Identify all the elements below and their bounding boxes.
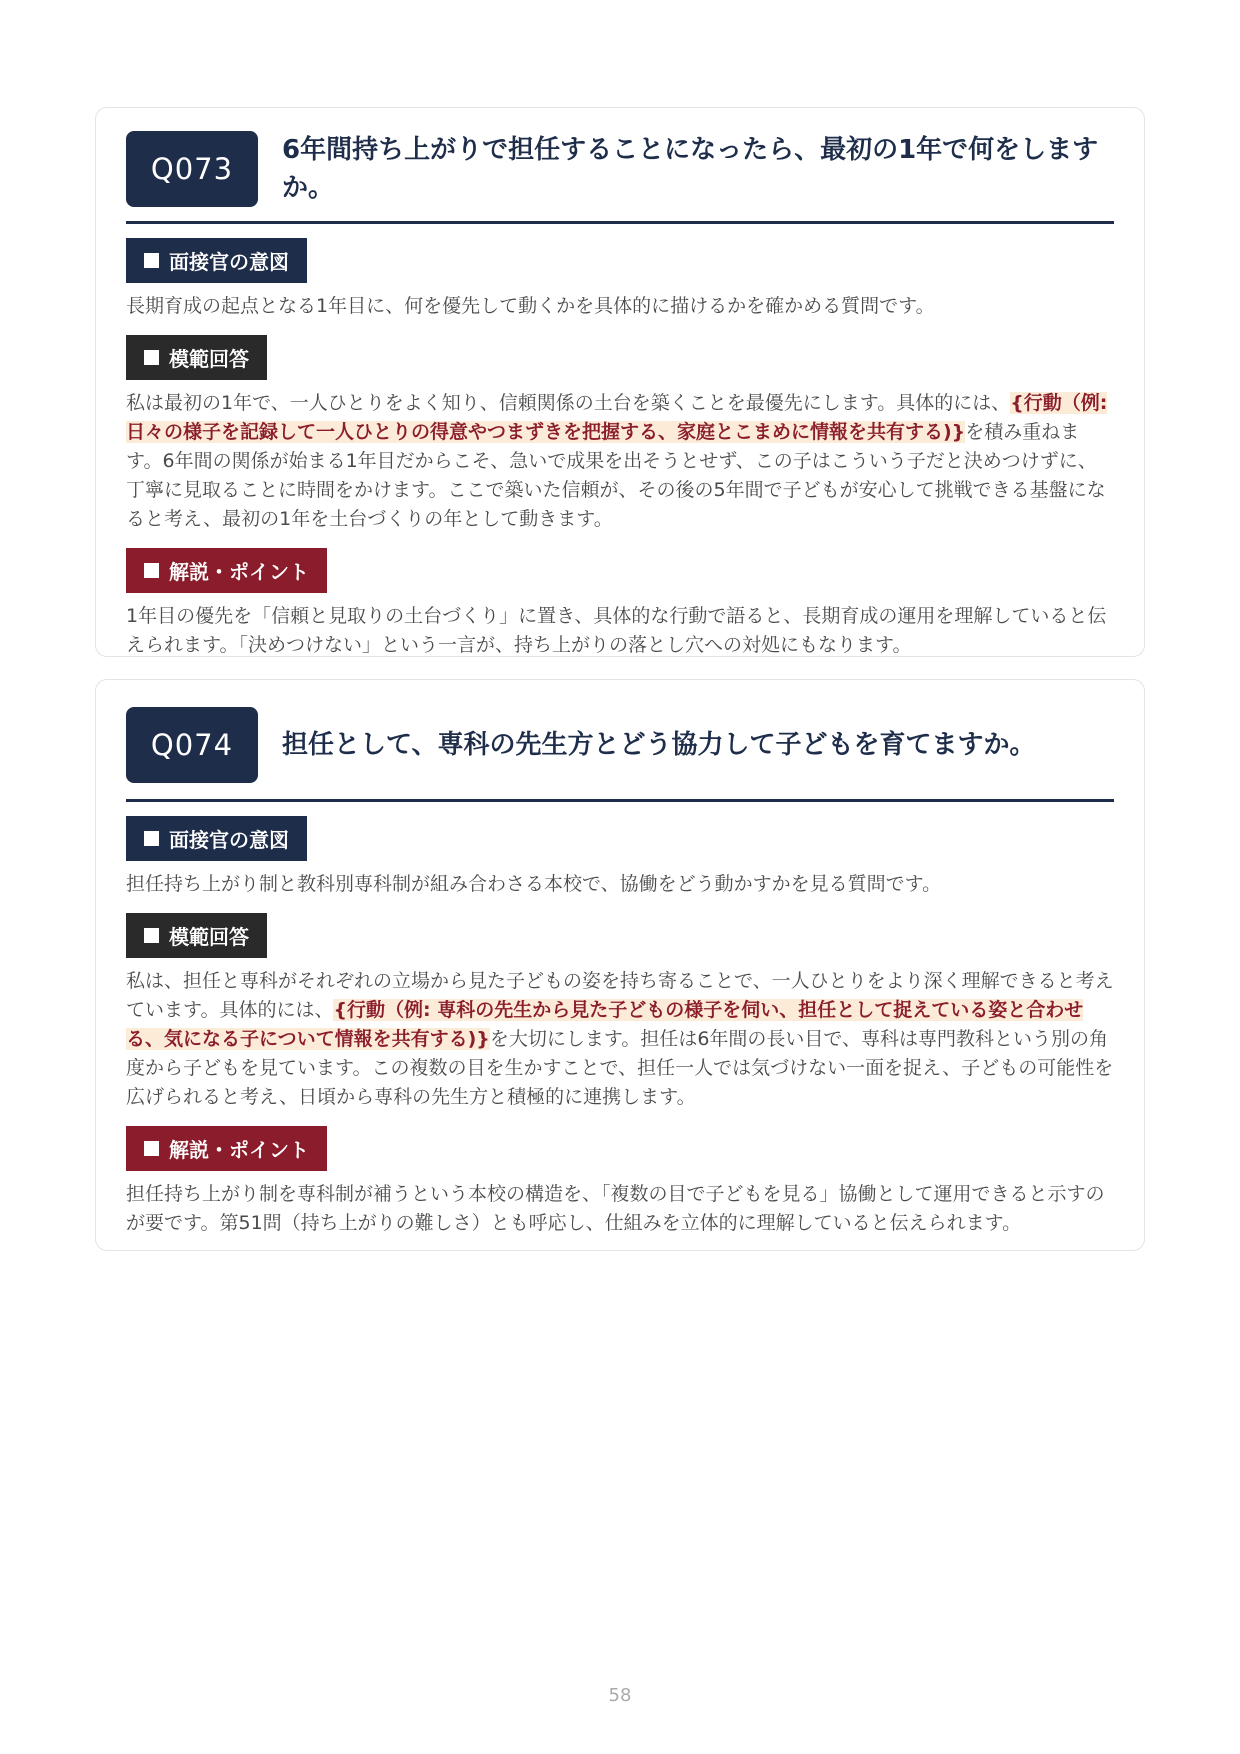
question-number-badge: Q073 <box>126 131 258 207</box>
model-answer-section <box>126 913 1114 1112</box>
commentary-text: 1年目の優先を「信頼と見取りの土台づくり」に置き、具体的な行動で語ると、長期育成の運用を理解していると伝えられます。「決めつけない」という一言が、持ち上がりの落とし穴への対処にもなります。 <box>126 605 1107 656</box>
commentary-text: 担任持ち上がり制を専科制が補うという本校の構造を、「複数の目で子どもを見る」協働として運用できると示すのが要です。第51問（持ち上がりの難しさ）とも呼応し、仕組みを立体的に理解していると伝えられます。 <box>126 1183 1105 1234</box>
page-number: 58 <box>608 1685 632 1706</box>
question-card <box>95 107 1145 657</box>
intent-section <box>126 816 1114 899</box>
question-header <box>126 698 1114 802</box>
question-title: 担任として、専科の先生方とどう協力して子どもを育てますか。 <box>282 729 1036 760</box>
model-answer-text <box>126 967 1114 1112</box>
intent-section <box>126 238 1114 321</box>
model-answer-label <box>126 335 267 380</box>
question-header <box>126 126 1114 224</box>
square-bullet-icon <box>144 831 159 846</box>
question-title: 6年間持ち上がりで担任することになったら、最初の1年で何をしますか。 <box>282 134 1099 203</box>
square-bullet-icon <box>144 350 159 365</box>
intent-label <box>126 238 307 283</box>
answer-highlight: {行動（例: 日々の様子を記録して一人ひとりの得意やつまずきを把握する、家庭とこまめに情報を共有する)} <box>126 392 1108 443</box>
model-answer-label-text: 模範回答 <box>169 925 249 949</box>
commentary-label <box>126 1126 327 1171</box>
intent-text: 長期育成の起点となる1年目に、何を優先して動くかを具体的に描けるかを確かめる質問です。 <box>126 295 935 317</box>
intent-text: 担任持ち上がり制と教科別専科制が組み合わさる本校で、協働をどう動かすかを見る質問です。 <box>126 873 942 895</box>
model-answer-label <box>126 913 267 958</box>
square-bullet-icon <box>144 928 159 943</box>
commentary-label-text: 解説・ポイント <box>169 560 309 584</box>
model-answer-label-text: 模範回答 <box>169 347 249 371</box>
commentary-label-text: 解説・ポイント <box>169 1138 309 1162</box>
model-answer-text <box>126 389 1114 534</box>
question-card <box>95 679 1145 1251</box>
answer-text-after: を大切にします。担任は6年間の長い目で、専科は専門教科という別の角度から子どもを見ています。この複数の目を生かすことで、担任一人では気づけない一面を捉え、子どもの可能性を広げられると考え、日頃から専科の先生方と積極的に連携します。 <box>126 1028 1114 1108</box>
square-bullet-icon <box>144 563 159 578</box>
commentary-label <box>126 548 327 593</box>
answer-text-before: 私は、担任と専科がそれぞれの立場から見た子どもの姿を持ち寄ることで、一人ひとりをより深く理解できると考えています。具体的には、 <box>126 970 1114 1021</box>
commentary-section <box>126 1126 1114 1238</box>
intent-label <box>126 816 307 861</box>
intent-label-text: 面接官の意図 <box>169 828 289 852</box>
question-number-badge: Q074 <box>126 707 258 783</box>
model-answer-section <box>126 335 1114 534</box>
answer-text-before: 私は最初の1年で、一人ひとりをよく知り、信頼関係の土台を築くことを最優先にします。具体的には、 <box>126 392 1011 414</box>
square-bullet-icon <box>144 1141 159 1156</box>
answer-text-after: を積み重ねます。6年間の関係が始まる1年目だからこそ、急いで成果を出そうとせず、この子はこういう子だと決めつけずに、丁寧に見取ることに時間をかけます。ここで築いた信頼が、その後の5年間で子どもが安心して挑戦できる基盤になると考え、最初の1年を土台づくりの年として動きます。 <box>126 421 1106 530</box>
commentary-section <box>126 548 1114 660</box>
square-bullet-icon <box>144 253 159 268</box>
answer-highlight: {行動（例: 専科の先生から見た子どもの様子を伺い、担任として捉えている姿と合わせる、気になる子について情報を共有する)} <box>126 999 1084 1050</box>
intent-label-text: 面接官の意図 <box>169 250 289 274</box>
